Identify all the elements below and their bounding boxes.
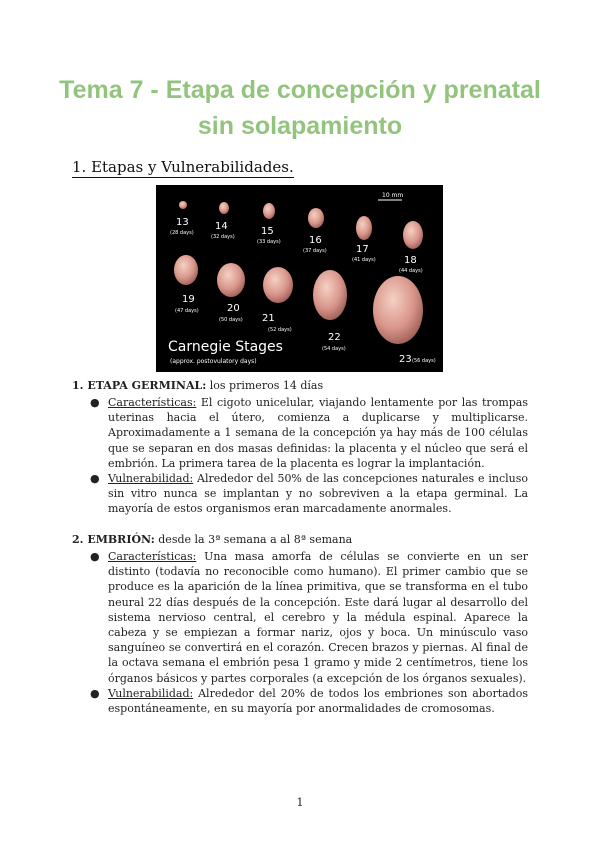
- stage-15-days: (33 days): [257, 239, 281, 245]
- title-line-1: Tema 7 - Etapa de concepción y prenatal: [59, 76, 541, 104]
- figure-caption: Carnegie Stages: [168, 339, 283, 355]
- embryo-14: [219, 202, 229, 214]
- document-title: [40, 72, 560, 144]
- stage-21-days: (52 days): [268, 327, 292, 333]
- stage-22-number: 22: [328, 332, 341, 343]
- stage-15-number: 15: [261, 226, 274, 237]
- item-label: Vulnerabilidad:: [108, 472, 194, 486]
- stage-13-number: 13: [176, 217, 189, 228]
- item-text: El cigoto unicelular, viajando lentamente por las trompas uterinas hacia el útero, comienza a duplicarse y multiplicarse. Aproximadamente a 1 semana de la concepción ya hay más de 100 células que se separan en dos masas definidas: la placenta y el núcleo que será el embrión. La primera tarea de la placenta es lograr la implantación.: [108, 396, 528, 470]
- embryo-16: [308, 208, 324, 228]
- figure-subcaption: (approx. postovulatory days): [170, 358, 257, 365]
- item-text: Una masa amorfa de células se convierte en un ser distinto (todavía no reconocible como humano). El primer cambio que se produce es la aparición de la línea primitiva, que se transforma en el tubo neural 22 días después de la concepción. Este dará lugar al desarrollo del sistema nervioso central, el cerebro y la médula espinal. Aparece la cabeza y se empiezan a formar nariz, ojos y boca. Un minúsculo vaso sanguíneo se convertirá en el corazón. Crecen brazos y piernas. Al final de la octava semana el embrión pesa 1 gramo y mide 2 centímetros, tiene los órganos básicos y partes corporales (a excepción de los órganos sexuales).: [108, 550, 528, 685]
- page-number: 1: [296, 796, 304, 809]
- embryo-21: [263, 267, 293, 303]
- stage-17-number: 17: [356, 244, 369, 255]
- carnegie-stages-image: [156, 185, 443, 372]
- stage-18-number: 18: [404, 255, 417, 266]
- stage-13-days: (28 days): [170, 230, 194, 236]
- list-item: [72, 395, 528, 471]
- embryo-19: [174, 255, 198, 285]
- stage-23-days: (56 days): [412, 358, 436, 364]
- item-label: Características:: [108, 396, 197, 409]
- embrion-heading: [72, 532, 528, 547]
- stage-14-number: 14: [215, 221, 228, 232]
- stage-17-days: (41 days): [352, 257, 376, 263]
- title-line-2: sin solapamiento: [197, 112, 403, 140]
- item-label: Vulnerabilidad:: [108, 686, 194, 700]
- section-heading: 1. Etapas y Vulnerabilidades.: [72, 158, 294, 176]
- stage-23-number: 23: [399, 354, 412, 365]
- list-item: [72, 549, 528, 686]
- bullet-icon: ●: [90, 396, 100, 409]
- bullet-icon: ●: [90, 472, 100, 486]
- stage-14-days: (32 days): [211, 234, 235, 240]
- germinal-heading-rest: los primeros 14 días: [206, 379, 324, 392]
- stage-16-number: 16: [309, 235, 322, 246]
- stage-21-number: 21: [262, 313, 275, 324]
- germinal-heading: [72, 378, 528, 393]
- bullet-icon: ●: [90, 550, 100, 563]
- embrion-heading-rest: desde la 3ª semana a al 8ª semana: [154, 533, 353, 546]
- item-label: Características:: [108, 550, 197, 563]
- stage-19-days: (47 days): [175, 308, 199, 314]
- embryo-22: [313, 270, 347, 320]
- stage-19-number: 19: [182, 294, 195, 305]
- embrion-heading-label: 2. EMBRIÓN:: [72, 533, 155, 546]
- scale-label: 10 mm: [382, 192, 404, 199]
- germinal-heading-label: 1. ETAPA GERMINAL:: [72, 379, 207, 392]
- embryo-15: [263, 203, 275, 219]
- stage-16-days: (37 days): [303, 248, 327, 254]
- item-text: Alrededor del 50% de las concepciones naturales e incluso sin vitro nunca se implantan y no sobreviven a la etapa germinal. La mayoría de estos organismos eran marcadamente anormales.: [108, 472, 528, 516]
- list-item: [72, 471, 528, 517]
- embrion-list: [72, 549, 528, 716]
- bullet-icon: ●: [90, 686, 100, 700]
- embryo-20: [217, 263, 245, 297]
- embrion-section: [72, 532, 528, 716]
- stage-22-days: (54 days): [322, 346, 346, 352]
- embryo-13: [179, 201, 187, 209]
- germinal-section: [72, 378, 528, 517]
- stage-20-number: 20: [227, 303, 240, 314]
- embryo-18: [403, 221, 423, 249]
- stage-18-days: (44 days): [399, 268, 423, 274]
- list-item: [72, 686, 528, 716]
- embryo-23: [373, 276, 423, 344]
- item-text: Alrededor del 20% de todos los embriones son abortados espontáneamente, en su mayoría por anormalidades de cromosomas.: [108, 686, 528, 716]
- germinal-list: [72, 395, 528, 517]
- embryo-17: [356, 216, 372, 240]
- embryo-illustration: [156, 185, 443, 372]
- stage-20-days: (50 days): [219, 317, 243, 323]
